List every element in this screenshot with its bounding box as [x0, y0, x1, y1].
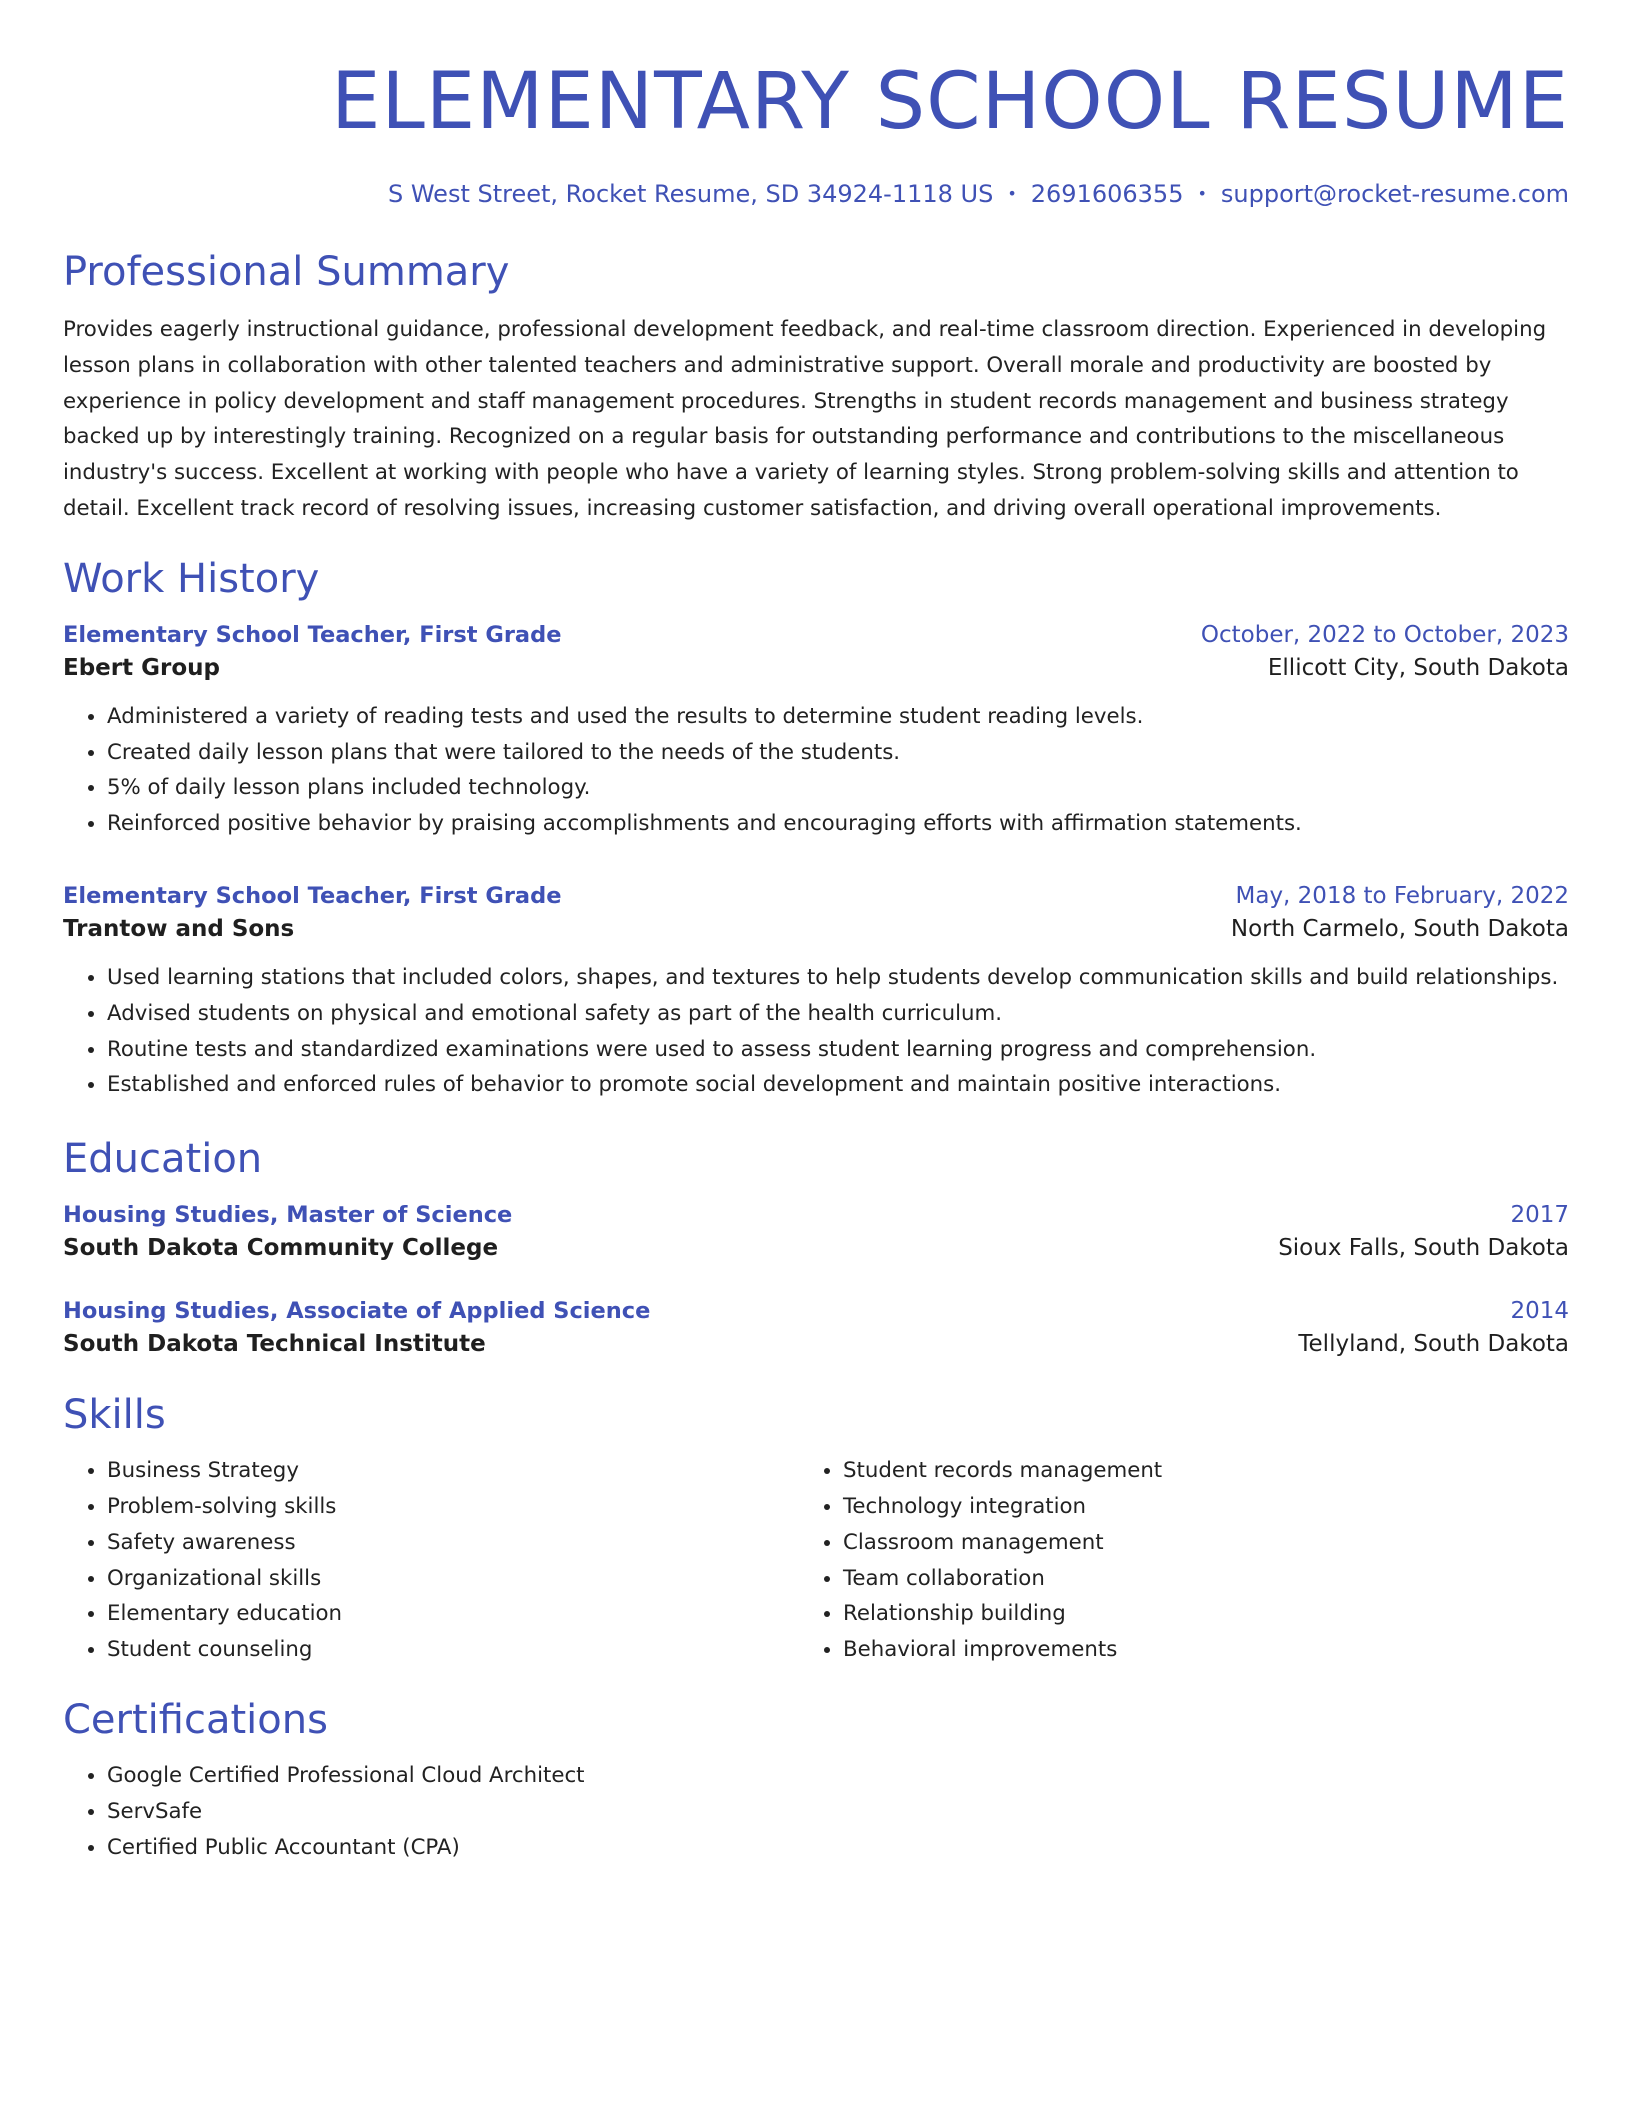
summary-section: [63, 246, 1569, 527]
job-company: Trantow and Sons: [63, 915, 295, 942]
contact-line: [63, 178, 1569, 210]
certification-item: • Google Certified Professional Cloud Architect: [107, 1758, 1569, 1794]
job-title: Elementary School Teacher, First Grade: [63, 621, 562, 648]
job-bullet: • Established and enforced rules of behavior to promote social development and maintain positive interactions.: [107, 1067, 1569, 1103]
resume-title: ELEMENTARY SCHOOL RESUME: [331, 57, 1569, 147]
contact-address: S West Street, Rocket Resume, SD 34924-1118 US: [387, 180, 994, 208]
education-school: South Dakota Community College: [63, 1235, 499, 1262]
education-degree: Housing Studies, Associate of Applied Science: [63, 1298, 651, 1325]
contact-separator: •: [1197, 184, 1207, 203]
skill-item: • Student records management: [843, 1453, 1535, 1489]
certification-item: • ServSafe: [107, 1794, 1569, 1830]
skills-column-left: [63, 1453, 799, 1668]
job-company: Ebert Group: [63, 654, 220, 681]
job-company-row: [63, 912, 1569, 946]
skills-list-right: [799, 1453, 1535, 1668]
job-bullet: • Reinforced positive behavior by praising accomplishments and encouraging efforts with affirmation statements.: [107, 806, 1569, 842]
job-entry: [63, 880, 1569, 1103]
skill-item: • Team collaboration: [843, 1561, 1535, 1597]
section-heading-work-history: Work History: [63, 555, 320, 602]
education-entry: [63, 1295, 1569, 1361]
skill-item: • Problem-solving skills: [107, 1489, 799, 1525]
contact-email: support@rocket-resume.com: [1220, 180, 1569, 208]
job-dates: May, 2018 to February, 2022: [1235, 882, 1569, 909]
job-bullet: • Used learning stations that included colors, shapes, and textures to help students develop communication skills and build relationships.: [107, 960, 1569, 996]
job-bullets: [63, 960, 1569, 1103]
skill-item: • Organizational skills: [107, 1561, 799, 1597]
job-bullets: [63, 699, 1569, 842]
education-location: Sioux Falls, South Dakota: [1278, 1235, 1569, 1262]
education-school-row: [63, 1231, 1569, 1265]
education-section: [63, 1133, 1569, 1361]
job-bullet: • Routine tests and standardized examinations were used to assess student learning progress and comprehension.: [107, 1032, 1569, 1068]
education-school: South Dakota Technical Institute: [63, 1331, 486, 1358]
section-heading-skills: Skills: [63, 1392, 166, 1439]
skill-item: • Technology integration: [843, 1489, 1535, 1525]
job-title-row: [63, 880, 1569, 912]
skills-section: [63, 1389, 1569, 1668]
job-title: Elementary School Teacher, First Grade: [63, 882, 562, 909]
job-bullet: • Administered a variety of reading tests and used the results to determine student reading levels.: [107, 699, 1569, 735]
education-year: 2014: [1510, 1298, 1569, 1325]
job-location: North Carmelo, South Dakota: [1230, 915, 1569, 942]
education-degree-row: [63, 1295, 1569, 1327]
education-location: Tellyland, South Dakota: [1298, 1331, 1569, 1358]
work-history-section: [63, 553, 1569, 1103]
skill-item: • Elementary education: [107, 1596, 799, 1632]
section-heading-certifications: Certifications: [63, 1696, 328, 1743]
skills-column-right: [799, 1453, 1535, 1668]
job-title-row: [63, 619, 1569, 651]
resume-header: [63, 0, 1569, 210]
job-bullet: • Advised students on physical and emotional safety as part of the health curriculum.: [107, 996, 1569, 1032]
certification-item: • Certified Public Accountant (CPA): [107, 1830, 1569, 1866]
job-location: Ellicott City, South Dakota: [1267, 654, 1569, 681]
skills-list-left: [63, 1453, 799, 1668]
skill-item: • Classroom management: [843, 1525, 1535, 1561]
education-entry: [63, 1199, 1569, 1265]
job-dates: October, 2022 to October, 2023: [1200, 621, 1569, 648]
skill-item: • Behavioral improvements: [843, 1632, 1535, 1668]
section-heading-education: Education: [63, 1136, 263, 1183]
job-company-row: [63, 651, 1569, 685]
contact-phone: 2691606355: [1030, 180, 1184, 208]
skill-item: • Business Strategy: [107, 1453, 799, 1489]
certifications-section: [63, 1694, 1569, 1865]
job-entry: [63, 619, 1569, 842]
education-degree: Housing Studies, Master of Science: [63, 1202, 513, 1229]
education-year: 2017: [1510, 1202, 1569, 1229]
education-degree-row: [63, 1199, 1569, 1231]
section-heading-summary: Professional Summary: [63, 249, 510, 295]
certifications-list: [63, 1758, 1569, 1865]
education-school-row: [63, 1327, 1569, 1361]
job-bullet: • Created daily lesson plans that were tailored to the needs of the students.: [107, 735, 1569, 771]
skill-item: • Relationship building: [843, 1596, 1535, 1632]
skills-grid: [63, 1453, 1569, 1668]
contact-separator: •: [1007, 184, 1017, 203]
skill-item: • Student counseling: [107, 1632, 799, 1668]
skill-item: • Safety awareness: [107, 1525, 799, 1561]
job-bullet: • 5% of daily lesson plans included technology.: [107, 770, 1569, 806]
summary-text: Provides eagerly instructional guidance, professional development feedback, and real-time classroom direction. Experienced in developing lesson plans in collaboration with other talented teachers and administrative support. Overall morale and productivity are boosted by experience in policy development and staff management procedures. Strengths in student records management and business strategy backed up by interestingly training. Recognized on a regular basis for outstanding performance and contributions to the miscellaneous industry's success. Excellent at working with people who have a variety of learning styles. Strong problem-solving skills and attention to detail. Excellent track record of resolving issues, increasing customer satisfaction, and driving overall operational improvements.: [63, 317, 1547, 521]
